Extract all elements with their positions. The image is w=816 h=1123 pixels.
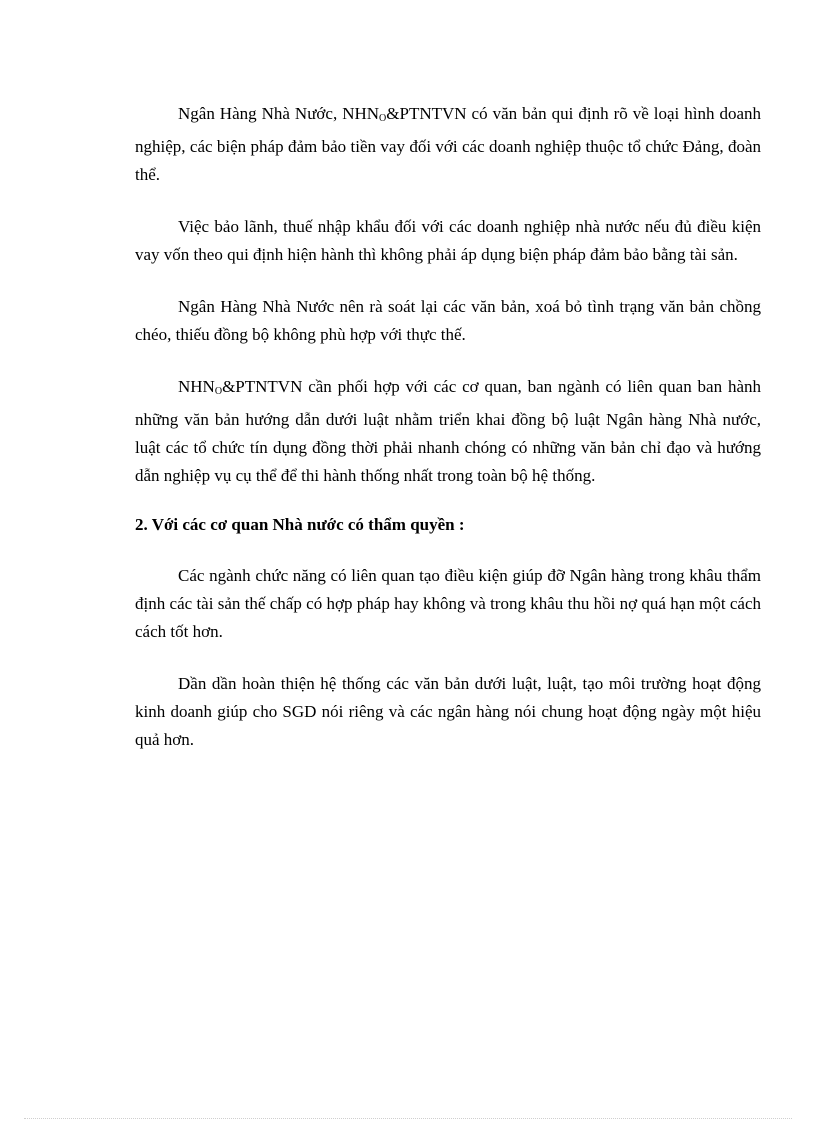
subscript-o: O (214, 386, 223, 397)
paragraph-text-start: Ngân Hàng Nhà Nước, NHN (178, 104, 380, 123)
page-bottom-divider (24, 1118, 792, 1119)
paragraph-coordination (135, 373, 761, 490)
subscript-o: O (379, 113, 387, 124)
paragraph-functional-agencies: Các ngành chức năng có liên quan tạo điều kiện giúp đỡ Ngân hàng trong khâu thẩm định các tài sản thế chấp có hợp pháp hay không và trong khâu thu hồi nợ quá hạn một cách cách tốt hơn. (135, 566, 761, 641)
paragraph-text-end: &PTNTVN cần phối hợp với các cơ quan, ban ngành có liên quan ban hành những văn bản hướng dẫn dưới luật nhằm triển khai đồng bộ luật Ngân hàng Nhà nước, luật các tổ chức tín dụng đồng thời phải nhanh chóng có những văn bản chỉ đạo và hướng dẫn nghiệp vụ cụ thể để thi hành thống nhất trong toàn bộ hệ thống. (135, 377, 761, 485)
document-body (135, 100, 761, 754)
paragraph-review-documents: Ngân Hàng Nhà Nước nên rà soát lại các văn bản, xoá bỏ tình trạng văn bản chồng chéo, thiếu đồng bộ không phù hợp với thực thế. (135, 297, 761, 344)
paragraph-nhno-regulations (135, 100, 761, 189)
paragraph-guarantee: Việc bảo lãnh, thuế nhập khẩu đối với các doanh nghiệp nhà nước nếu đủ điều kiện vay vốn theo qui định hiện hành thì không phải áp dụng biện pháp đảm bảo bằng tài sản. (135, 217, 761, 264)
paragraph-legal-framework: Dần dần hoàn thiện hệ thống các văn bản dưới luật, luật, tạo môi trường hoạt động kinh doanh giúp cho SGD nói riêng và các ngân hàng nói chung hoạt động ngày một hiệu quả hơn. (135, 674, 761, 749)
section-heading: 2. Với các cơ quan Nhà nước có thẩm quyền : (135, 515, 465, 534)
paragraph-text-end: &PTNTVN có văn bản qui định rõ về loại hình doanh nghiệp, các biện pháp đảm bảo tiền vay đối với các doanh nghiệp thuộc tổ chức Đảng, đoàn thể. (135, 104, 762, 184)
paragraph-text-start: NHN (178, 377, 215, 396)
